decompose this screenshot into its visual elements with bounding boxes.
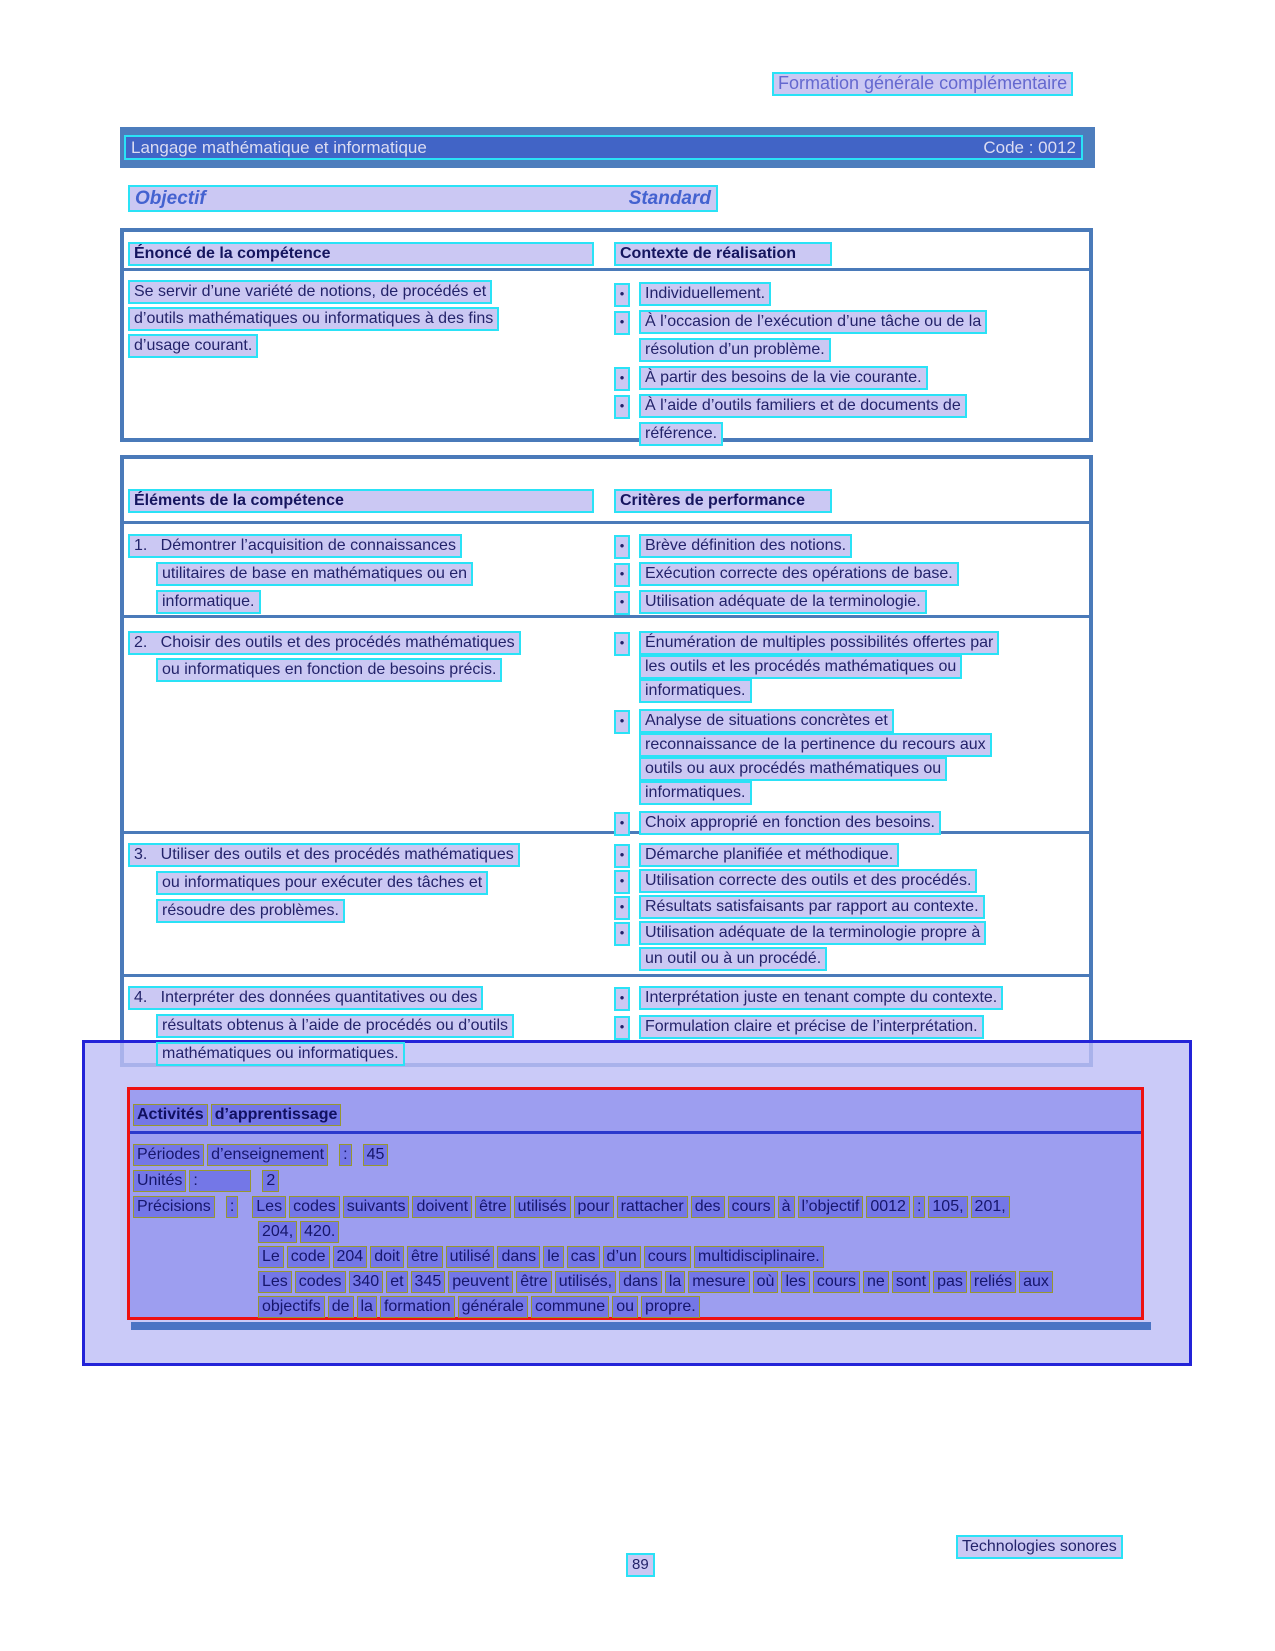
bullet-icon: • <box>614 395 630 419</box>
text-line-row <box>639 534 852 562</box>
word-box: suivants <box>343 1196 410 1218</box>
criteria-list <box>614 986 1086 1044</box>
text-line-row <box>639 869 977 895</box>
text-line-stack <box>639 310 987 366</box>
word-box: dans <box>497 1246 540 1268</box>
text-line-stack <box>639 709 992 805</box>
text-line: À partir des besoins de la vie courante. <box>639 366 928 390</box>
text-line: Utilisation adéquate de la terminologie. <box>639 590 927 614</box>
text-line-row <box>639 338 987 366</box>
word-box: cours <box>644 1246 691 1268</box>
objectif-heading: Objectif <box>135 187 206 209</box>
word-box: la <box>665 1271 685 1293</box>
activities-periodes-row <box>133 1144 391 1166</box>
bullet-icon: • <box>614 812 630 836</box>
criterion <box>614 811 1086 836</box>
word-box: : <box>226 1196 238 1218</box>
word-box: l’objectif <box>798 1196 864 1218</box>
text-line-stack <box>639 366 928 394</box>
text-line: résoudre des problèmes. <box>156 899 345 923</box>
section-heading-strip <box>128 185 718 212</box>
word-box: codes <box>289 1196 340 1218</box>
text-line: utilitaires de base en mathématiques ou en <box>156 562 473 586</box>
activities-title <box>133 1104 344 1126</box>
bullet-icon: • <box>614 896 630 920</box>
criteria-list <box>614 631 1086 836</box>
criterion <box>614 843 1086 869</box>
word-box: 201, <box>971 1196 1010 1218</box>
criterion <box>614 310 1086 366</box>
text-line-stack <box>639 895 985 921</box>
text-line-row <box>639 394 967 422</box>
word-box: cas <box>567 1246 600 1268</box>
text-line-row <box>639 655 999 679</box>
word-box: générale <box>458 1296 528 1318</box>
criterion <box>614 869 1086 895</box>
precisions-line <box>258 1296 703 1318</box>
elements-table <box>120 455 1093 1067</box>
word-box: : <box>913 1196 925 1218</box>
word-box: utilisé <box>446 1246 495 1268</box>
bullet-icon: • <box>614 283 630 307</box>
word-box: code <box>287 1246 330 1268</box>
text-line-row <box>639 843 899 869</box>
text-line-row <box>128 658 612 685</box>
word-box: 45 <box>363 1144 389 1166</box>
text-line-row <box>128 871 612 899</box>
word-box: : <box>189 1170 251 1192</box>
text-line: un outil ou à un procédé. <box>639 947 827 971</box>
word-box: 204 <box>333 1246 368 1268</box>
word-box: sont <box>892 1271 930 1293</box>
word-box: rattacher <box>617 1196 688 1218</box>
text-line-row <box>639 921 986 947</box>
word-box: cours <box>813 1271 860 1293</box>
text-line: informatique. <box>156 590 261 614</box>
word-box: utilisés <box>514 1196 571 1218</box>
text-line: ou informatiques pour exécuter des tâches et <box>156 871 488 895</box>
text-line: d’usage courant. <box>128 334 258 358</box>
text-line: À l’occasion de l’exécution d’une tâche ou de la <box>639 310 987 334</box>
word-box: Périodes <box>133 1144 204 1166</box>
criteria-cell <box>614 986 1086 1044</box>
word-box: mesure <box>688 1271 749 1293</box>
column-header-enonce: Énoncé de la compétence <box>128 242 594 266</box>
word-box: Unités <box>133 1170 186 1192</box>
text-line: 3. Utiliser des outils et des procédés mathématiques <box>128 843 520 867</box>
column-header-elements: Éléments de la compétence <box>128 489 594 513</box>
bullet-icon: • <box>614 311 630 335</box>
criterion <box>614 282 1086 310</box>
criterion <box>614 366 1086 394</box>
bullet-icon: • <box>614 632 630 656</box>
bullet-icon: • <box>614 922 630 946</box>
word-box: Activités <box>133 1104 208 1126</box>
header-divider <box>124 268 1089 271</box>
text-line-row <box>128 843 612 871</box>
criteria-list <box>614 534 1086 618</box>
word-box: d’un <box>603 1246 641 1268</box>
activities-title-divider <box>130 1131 1141 1134</box>
word-box: Précisions <box>133 1196 215 1218</box>
criterion <box>614 562 1086 590</box>
text-line-row <box>128 590 612 618</box>
criteria-cell <box>614 843 1086 973</box>
text-line-stack <box>639 921 986 973</box>
text-line: 4. Interpréter des données quantitatives ou des <box>128 986 483 1010</box>
bullet-icon: • <box>614 870 630 894</box>
text-line-row <box>128 986 612 1014</box>
word-box: utilisés, <box>555 1271 616 1293</box>
word-box: 204, <box>258 1221 297 1243</box>
text-line-row <box>639 757 992 781</box>
text-line: Utilisation adéquate de la terminologie propre à <box>639 921 986 945</box>
element-cell <box>128 843 612 927</box>
activities-unites-row <box>133 1170 282 1192</box>
precisions-line <box>258 1221 342 1243</box>
text-line-row <box>639 811 941 835</box>
bullet-icon: • <box>614 987 630 1011</box>
word-box: : <box>339 1144 351 1166</box>
activities-shadow-bar <box>131 1322 1151 1330</box>
text-line: outils ou aux procédés mathématiques ou <box>639 757 947 781</box>
text-line-row <box>639 310 987 338</box>
text-line: Interprétation juste en tenant compte du contexte. <box>639 986 1003 1010</box>
word-box: pour <box>574 1196 614 1218</box>
text-line-row <box>128 899 612 927</box>
word-box: 105, <box>928 1196 967 1218</box>
word-box: 420. <box>300 1221 339 1243</box>
criteria-cell <box>614 534 1086 618</box>
text-line-row <box>128 307 612 334</box>
standard-heading: Standard <box>628 187 711 209</box>
text-line-row <box>639 709 992 733</box>
text-line: reconnaissance de la pertinence du recours aux <box>639 733 992 757</box>
text-line-stack <box>639 394 967 450</box>
text-line-stack <box>639 282 771 310</box>
word-box: être <box>407 1246 443 1268</box>
word-box: 345 <box>411 1271 446 1293</box>
text-line: ou informatiques en fonction de besoins précis. <box>156 658 502 682</box>
word-box: 0012 <box>866 1196 910 1218</box>
text-line-row <box>128 280 612 307</box>
word-box: où <box>753 1271 779 1293</box>
criterion <box>614 921 1086 973</box>
word-box: doit <box>370 1246 404 1268</box>
enonce-cell <box>128 280 612 354</box>
word-box: de <box>328 1296 354 1318</box>
word-box: Le <box>258 1246 284 1268</box>
bullet-icon: • <box>614 535 630 559</box>
text-line-row <box>128 1014 612 1042</box>
text-line: informatiques. <box>639 679 752 703</box>
word-box: multidisciplinaire. <box>694 1246 824 1268</box>
text-line-row <box>639 986 1003 1015</box>
criterion <box>614 394 1086 450</box>
criteria-cell <box>614 631 1086 842</box>
text-line-stack <box>128 631 612 685</box>
word-box: la <box>357 1296 377 1318</box>
word-box: ne <box>863 1271 889 1293</box>
word-box: être <box>475 1196 511 1218</box>
text-line: Choix approprié en fonction des besoins. <box>639 811 941 835</box>
row-divider <box>124 974 1089 977</box>
text-line-stack <box>639 811 941 835</box>
criterion <box>614 986 1086 1015</box>
bullet-icon: • <box>614 591 630 615</box>
text-line: informatiques. <box>639 781 752 805</box>
text-line-row <box>128 334 612 361</box>
bullet-icon: • <box>614 710 630 734</box>
word-box: 2 <box>262 1170 279 1192</box>
text-line: Individuellement. <box>639 282 771 306</box>
word-box: ou <box>612 1296 638 1318</box>
word-box: reliés <box>970 1271 1016 1293</box>
element-cell <box>128 534 612 618</box>
text-line-row <box>639 895 985 921</box>
text-line: Exécution correcte des opérations de base. <box>639 562 959 586</box>
footer-section-label: Technologies sonores <box>956 1535 1123 1559</box>
text-line-stack <box>639 986 1003 1015</box>
criteria-list <box>614 843 1086 973</box>
text-line-stack <box>639 843 899 869</box>
word-box: 340 <box>349 1271 384 1293</box>
text-line-row <box>128 534 612 562</box>
word-box: pas <box>933 1271 967 1293</box>
criterion <box>614 895 1086 921</box>
word-box: cours <box>728 1196 775 1218</box>
text-line-stack <box>639 631 999 703</box>
text-line-stack <box>128 534 612 618</box>
title-bar <box>120 127 1095 168</box>
text-line-row <box>639 781 992 805</box>
text-line: 1. Démontrer l’acquisition de connaissances <box>128 534 462 558</box>
element-cell <box>128 631 612 685</box>
competence-table <box>120 228 1093 442</box>
word-box: Les <box>258 1271 292 1293</box>
title-bar-line <box>124 135 1083 160</box>
word-box: des <box>691 1196 725 1218</box>
text-line-row <box>639 631 999 655</box>
bullet-icon: • <box>614 563 630 587</box>
text-line: Analyse de situations concrètes et <box>639 709 894 733</box>
word-box: peuvent <box>448 1271 513 1293</box>
text-line-stack <box>639 590 927 618</box>
text-line: mathématiques ou informatiques. <box>156 1042 405 1066</box>
text-line: résolution d’un problème. <box>639 338 831 362</box>
word-box: à <box>778 1196 795 1218</box>
bullet-icon: • <box>614 1016 630 1040</box>
bullet-icon: • <box>614 844 630 868</box>
word-box: formation <box>380 1296 455 1318</box>
text-line-row <box>128 562 612 590</box>
criterion <box>614 631 1086 703</box>
word-box: aux <box>1019 1271 1053 1293</box>
bullet-icon: • <box>614 367 630 391</box>
text-line: d’outils mathématiques ou informatiques à des fins <box>128 307 499 331</box>
word-box: d’enseignement <box>207 1144 328 1166</box>
criterion <box>614 534 1086 562</box>
criterion <box>614 709 1086 805</box>
text-line: Démarche planifiée et méthodique. <box>639 843 899 867</box>
text-line: Utilisation correcte des outils et des procédés. <box>639 869 977 893</box>
criteria-list <box>614 282 1086 450</box>
activities-box <box>127 1087 1144 1320</box>
text-line-stack <box>639 869 977 895</box>
activities-precisions-row <box>133 1196 1013 1218</box>
text-line-row <box>639 947 986 973</box>
word-box: doivent <box>412 1196 472 1218</box>
text-line-row <box>639 282 771 310</box>
text-line: 2. Choisir des outils et des procédés mathématiques <box>128 631 521 655</box>
text-line: Se servir d’une variété de notions, de procédés et <box>128 280 492 304</box>
text-line-stack <box>639 562 959 590</box>
text-line-row <box>128 631 612 658</box>
row-divider <box>124 521 1089 524</box>
word-box: Les <box>252 1196 286 1218</box>
word-box: objectifs <box>258 1296 325 1318</box>
text-line-row <box>639 733 992 757</box>
word-box: les <box>781 1271 809 1293</box>
text-line: les outils et les procédés mathématiques ou <box>639 655 962 679</box>
word-box: le <box>543 1246 563 1268</box>
text-line-stack <box>128 280 612 354</box>
text-line-row <box>639 366 928 394</box>
text-line: résultats obtenus à l’aide de procédés ou d’outils <box>156 1014 514 1038</box>
word-box: et <box>386 1271 407 1293</box>
text-line-stack <box>639 534 852 562</box>
column-header-criteres: Critères de performance <box>614 489 832 513</box>
column-header-contexte: Contexte de réalisation <box>614 242 832 266</box>
precisions-line <box>258 1271 1056 1293</box>
word-box: commune <box>531 1296 609 1318</box>
text-line-row <box>639 590 927 618</box>
text-line: Énumération de multiples possibilités offertes par <box>639 631 999 655</box>
text-line-row <box>639 679 999 703</box>
document-title: Langage mathématique et informatique <box>131 137 427 157</box>
word-box: dans <box>619 1271 662 1293</box>
text-line-row <box>639 422 967 450</box>
document-code: Code : 0012 <box>983 137 1076 157</box>
text-line: Résultats satisfaisants par rapport au contexte. <box>639 895 985 919</box>
word-box: être <box>516 1271 552 1293</box>
word-box: propre. <box>641 1296 700 1318</box>
word-box: d’apprentissage <box>211 1104 342 1126</box>
text-line: référence. <box>639 422 723 446</box>
criterion <box>614 590 1086 618</box>
text-line: À l’aide d’outils familiers et de documents de <box>639 394 967 418</box>
text-line-stack <box>128 843 612 927</box>
text-line-row <box>639 562 959 590</box>
word-box: codes <box>295 1271 346 1293</box>
page-number: 89 <box>626 1553 655 1577</box>
text-line: Brève définition des notions. <box>639 534 852 558</box>
contexte-cell <box>614 282 1086 450</box>
text-line: Formulation claire et précise de l’interprétation. <box>639 1015 984 1039</box>
precisions-line <box>258 1246 827 1268</box>
page-top-heading: Formation générale complémentaire <box>772 72 1073 96</box>
